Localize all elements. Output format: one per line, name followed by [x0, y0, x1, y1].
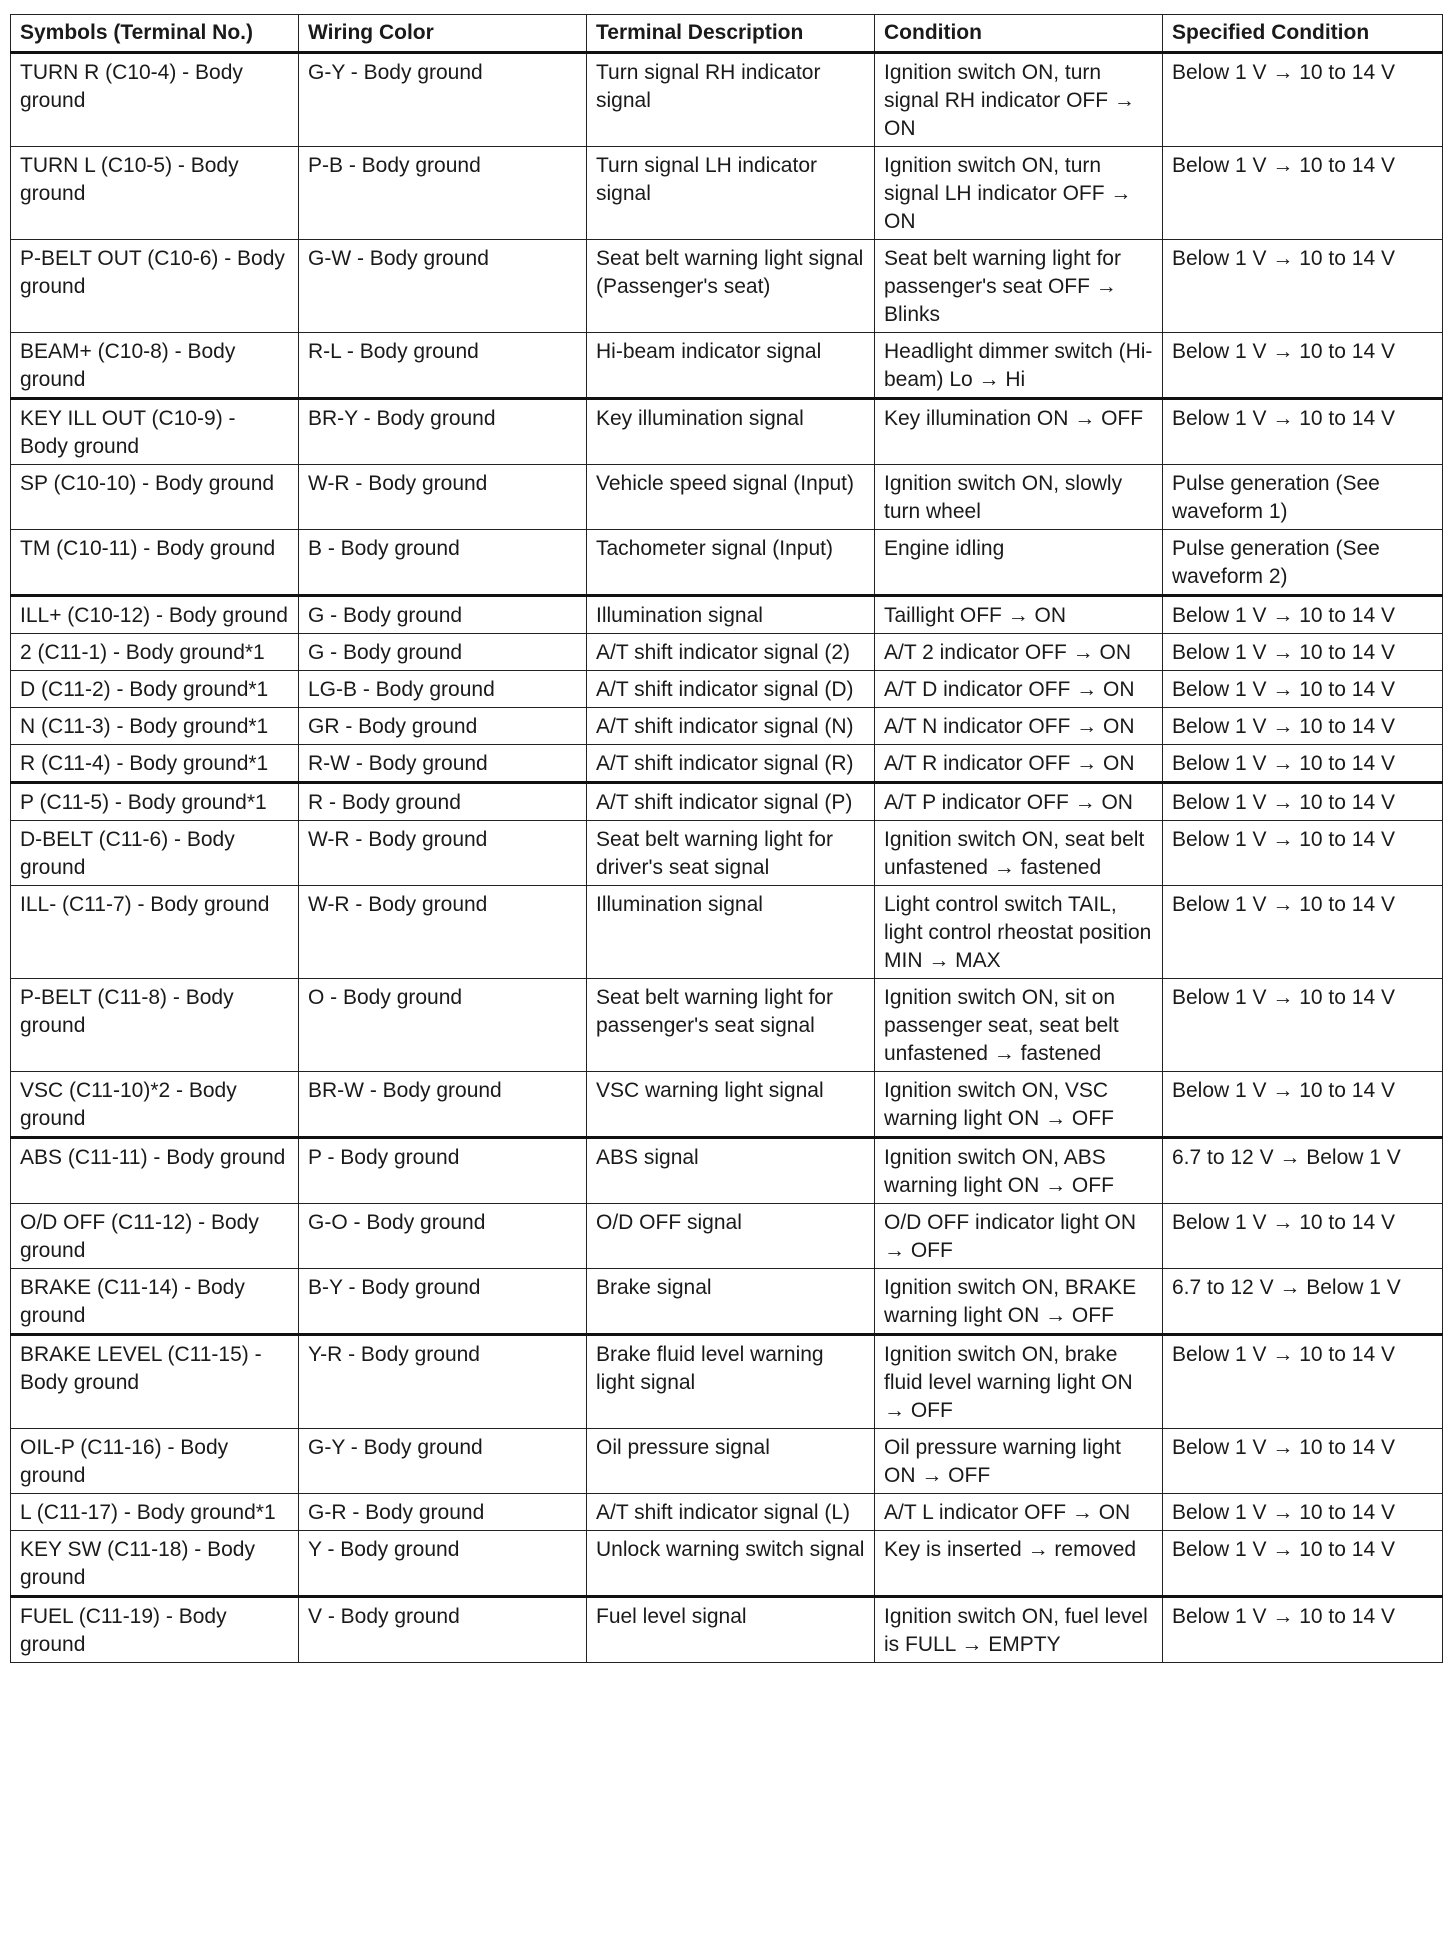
cell-terminal-description: A/T shift indicator signal (N) — [587, 708, 875, 745]
cell-wiring-color: O - Body ground — [299, 979, 587, 1072]
cell-symbol: D-BELT (C11-6) - Body ground — [11, 821, 299, 886]
cell-terminal-description: A/T shift indicator signal (P) — [587, 783, 875, 821]
cell-specified-condition: Below 1 V → 10 to 14 V — [1163, 1429, 1443, 1494]
cell-condition: Ignition switch ON, turn signal LH indicator OFF → ON — [875, 147, 1163, 240]
cell-condition: Ignition switch ON, slowly turn wheel — [875, 465, 1163, 530]
cell-symbol: BEAM+ (C10-8) - Body ground — [11, 333, 299, 399]
cell-condition: A/T D indicator OFF → ON — [875, 671, 1163, 708]
table-row — [11, 886, 1443, 979]
cell-terminal-description: O/D OFF signal — [587, 1204, 875, 1269]
cell-symbol: 2 (C11-1) - Body ground*1 — [11, 634, 299, 671]
cell-condition: Oil pressure warning light ON → OFF — [875, 1429, 1163, 1494]
cell-terminal-description: Seat belt warning light for driver's seat signal — [587, 821, 875, 886]
cell-terminal-description: Hi-beam indicator signal — [587, 333, 875, 399]
table-row — [11, 979, 1443, 1072]
cell-specified-condition: Pulse generation (See waveform 2) — [1163, 530, 1443, 596]
table-row — [11, 783, 1443, 821]
cell-specified-condition: Below 1 V → 10 to 14 V — [1163, 783, 1443, 821]
cell-specified-condition: Below 1 V → 10 to 14 V — [1163, 1204, 1443, 1269]
header-terminal-description: Terminal Description — [587, 15, 875, 53]
cell-terminal-description: Seat belt warning light for passenger's seat signal — [587, 979, 875, 1072]
terminal-inspection-table — [10, 14, 1443, 1663]
cell-symbol: BRAKE (C11-14) - Body ground — [11, 1269, 299, 1335]
cell-wiring-color: P - Body ground — [299, 1138, 587, 1204]
cell-wiring-color: BR-W - Body ground — [299, 1072, 587, 1138]
cell-terminal-description: Vehicle speed signal (Input) — [587, 465, 875, 530]
cell-wiring-color: R-L - Body ground — [299, 333, 587, 399]
cell-condition: Ignition switch ON, VSC warning light ON → OFF — [875, 1072, 1163, 1138]
table-row — [11, 1269, 1443, 1335]
cell-terminal-description: Tachometer signal (Input) — [587, 530, 875, 596]
cell-specified-condition: Below 1 V → 10 to 14 V — [1163, 1597, 1443, 1663]
cell-symbol: VSC (C11-10)*2 - Body ground — [11, 1072, 299, 1138]
table-row — [11, 1138, 1443, 1204]
cell-symbol: P-BELT (C11-8) - Body ground — [11, 979, 299, 1072]
cell-specified-condition: Below 1 V → 10 to 14 V — [1163, 333, 1443, 399]
cell-specified-condition: Below 1 V → 10 to 14 V — [1163, 1072, 1443, 1138]
cell-specified-condition: Below 1 V → 10 to 14 V — [1163, 1531, 1443, 1597]
cell-condition: A/T L indicator OFF → ON — [875, 1494, 1163, 1531]
cell-condition: Key illumination ON → OFF — [875, 399, 1163, 465]
cell-terminal-description: A/T shift indicator signal (2) — [587, 634, 875, 671]
table-row — [11, 1335, 1443, 1429]
cell-terminal-description: Brake signal — [587, 1269, 875, 1335]
cell-terminal-description: Brake fluid level warning light signal — [587, 1335, 875, 1429]
cell-terminal-description: Fuel level signal — [587, 1597, 875, 1663]
cell-wiring-color: B-Y - Body ground — [299, 1269, 587, 1335]
cell-wiring-color: G-Y - Body ground — [299, 53, 587, 147]
cell-specified-condition: Below 1 V → 10 to 14 V — [1163, 53, 1443, 147]
table-row — [11, 708, 1443, 745]
cell-condition: A/T R indicator OFF → ON — [875, 745, 1163, 783]
cell-wiring-color: G - Body ground — [299, 634, 587, 671]
cell-condition: Ignition switch ON, fuel level is FULL → EMPTY — [875, 1597, 1163, 1663]
cell-symbol: ILL- (C11-7) - Body ground — [11, 886, 299, 979]
cell-wiring-color: B - Body ground — [299, 530, 587, 596]
cell-terminal-description: ABS signal — [587, 1138, 875, 1204]
header-wiring-color: Wiring Color — [299, 15, 587, 53]
cell-wiring-color: W-R - Body ground — [299, 886, 587, 979]
table-row — [11, 399, 1443, 465]
cell-specified-condition: Below 1 V → 10 to 14 V — [1163, 979, 1443, 1072]
cell-wiring-color: R - Body ground — [299, 783, 587, 821]
cell-wiring-color: P-B - Body ground — [299, 147, 587, 240]
cell-terminal-description: A/T shift indicator signal (R) — [587, 745, 875, 783]
cell-symbol: KEY SW (C11-18) - Body ground — [11, 1531, 299, 1597]
cell-specified-condition: Below 1 V → 10 to 14 V — [1163, 886, 1443, 979]
cell-symbol: BRAKE LEVEL (C11-15) - Body ground — [11, 1335, 299, 1429]
cell-condition: Taillight OFF → ON — [875, 596, 1163, 634]
cell-condition: A/T P indicator OFF → ON — [875, 783, 1163, 821]
cell-symbol: KEY ILL OUT (C10-9) - Body ground — [11, 399, 299, 465]
cell-symbol: D (C11-2) - Body ground*1 — [11, 671, 299, 708]
cell-wiring-color: G-W - Body ground — [299, 240, 587, 333]
table-row — [11, 745, 1443, 783]
cell-terminal-description: Turn signal LH indicator signal — [587, 147, 875, 240]
cell-terminal-description: Seat belt warning light signal (Passenger's seat) — [587, 240, 875, 333]
cell-symbol: SP (C10-10) - Body ground — [11, 465, 299, 530]
header-specified-condition: Specified Condition — [1163, 15, 1443, 53]
cell-symbol: FUEL (C11-19) - Body ground — [11, 1597, 299, 1663]
table-row — [11, 1204, 1443, 1269]
cell-condition: Seat belt warning light for passenger's seat OFF → Blinks — [875, 240, 1163, 333]
table-row — [11, 596, 1443, 634]
cell-wiring-color: W-R - Body ground — [299, 821, 587, 886]
cell-wiring-color: R-W - Body ground — [299, 745, 587, 783]
cell-terminal-description: Turn signal RH indicator signal — [587, 53, 875, 147]
table-row — [11, 333, 1443, 399]
table-row — [11, 1494, 1443, 1531]
cell-specified-condition: Below 1 V → 10 to 14 V — [1163, 240, 1443, 333]
cell-specified-condition: 6.7 to 12 V → Below 1 V — [1163, 1138, 1443, 1204]
header-condition: Condition — [875, 15, 1163, 53]
table-body — [11, 53, 1443, 1663]
cell-specified-condition: Below 1 V → 10 to 14 V — [1163, 708, 1443, 745]
cell-condition: Light control switch TAIL, light control rheostat position MIN → MAX — [875, 886, 1163, 979]
cell-wiring-color: LG-B - Body ground — [299, 671, 587, 708]
cell-terminal-description: VSC warning light signal — [587, 1072, 875, 1138]
table-row — [11, 147, 1443, 240]
table-row — [11, 634, 1443, 671]
cell-symbol: N (C11-3) - Body ground*1 — [11, 708, 299, 745]
cell-specified-condition: Below 1 V → 10 to 14 V — [1163, 745, 1443, 783]
cell-specified-condition: Below 1 V → 10 to 14 V — [1163, 1335, 1443, 1429]
cell-condition: Engine idling — [875, 530, 1163, 596]
table-row — [11, 1531, 1443, 1597]
header-symbols: Symbols (Terminal No.) — [11, 15, 299, 53]
cell-symbol: P (C11-5) - Body ground*1 — [11, 783, 299, 821]
cell-specified-condition: Below 1 V → 10 to 14 V — [1163, 671, 1443, 708]
header-row — [11, 15, 1443, 53]
table-row — [11, 821, 1443, 886]
cell-terminal-description: A/T shift indicator signal (L) — [587, 1494, 875, 1531]
cell-specified-condition: Below 1 V → 10 to 14 V — [1163, 1494, 1443, 1531]
cell-condition: Key is inserted → removed — [875, 1531, 1163, 1597]
cell-wiring-color: Y - Body ground — [299, 1531, 587, 1597]
cell-symbol: ILL+ (C10-12) - Body ground — [11, 596, 299, 634]
cell-symbol: TM (C10-11) - Body ground — [11, 530, 299, 596]
table-row — [11, 1429, 1443, 1494]
cell-wiring-color: W-R - Body ground — [299, 465, 587, 530]
cell-condition: A/T N indicator OFF → ON — [875, 708, 1163, 745]
cell-condition: Ignition switch ON, ABS warning light ON → OFF — [875, 1138, 1163, 1204]
cell-condition: A/T 2 indicator OFF → ON — [875, 634, 1163, 671]
cell-condition: Ignition switch ON, sit on passenger seat, seat belt unfastened → fastened — [875, 979, 1163, 1072]
cell-wiring-color: G - Body ground — [299, 596, 587, 634]
cell-condition: Ignition switch ON, turn signal RH indicator OFF → ON — [875, 53, 1163, 147]
cell-wiring-color: Y-R - Body ground — [299, 1335, 587, 1429]
cell-symbol: O/D OFF (C11-12) - Body ground — [11, 1204, 299, 1269]
cell-symbol: P-BELT OUT (C10-6) - Body ground — [11, 240, 299, 333]
cell-symbol: TURN R (C10-4) - Body ground — [11, 53, 299, 147]
table-row — [11, 671, 1443, 708]
table-row — [11, 240, 1443, 333]
cell-specified-condition: Below 1 V → 10 to 14 V — [1163, 596, 1443, 634]
cell-condition: Ignition switch ON, brake fluid level warning light ON → OFF — [875, 1335, 1163, 1429]
cell-terminal-description: Unlock warning switch signal — [587, 1531, 875, 1597]
cell-condition: O/D OFF indicator light ON → OFF — [875, 1204, 1163, 1269]
table-row — [11, 1072, 1443, 1138]
cell-terminal-description: Illumination signal — [587, 596, 875, 634]
table-row — [11, 465, 1443, 530]
cell-terminal-description: Illumination signal — [587, 886, 875, 979]
cell-wiring-color: G-Y - Body ground — [299, 1429, 587, 1494]
cell-wiring-color: V - Body ground — [299, 1597, 587, 1663]
cell-symbol: TURN L (C10-5) - Body ground — [11, 147, 299, 240]
cell-terminal-description: A/T shift indicator signal (D) — [587, 671, 875, 708]
cell-specified-condition: 6.7 to 12 V → Below 1 V — [1163, 1269, 1443, 1335]
cell-symbol: ABS (C11-11) - Body ground — [11, 1138, 299, 1204]
cell-symbol: L (C11-17) - Body ground*1 — [11, 1494, 299, 1531]
cell-wiring-color: GR - Body ground — [299, 708, 587, 745]
cell-terminal-description: Oil pressure signal — [587, 1429, 875, 1494]
cell-wiring-color: G-R - Body ground — [299, 1494, 587, 1531]
cell-wiring-color: BR-Y - Body ground — [299, 399, 587, 465]
cell-specified-condition: Below 1 V → 10 to 14 V — [1163, 399, 1443, 465]
cell-condition: Ignition switch ON, seat belt unfastened → fastened — [875, 821, 1163, 886]
cell-wiring-color: G-O - Body ground — [299, 1204, 587, 1269]
cell-specified-condition: Below 1 V → 10 to 14 V — [1163, 147, 1443, 240]
table-row — [11, 530, 1443, 596]
cell-symbol: R (C11-4) - Body ground*1 — [11, 745, 299, 783]
cell-specified-condition: Pulse generation (See waveform 1) — [1163, 465, 1443, 530]
table-row — [11, 53, 1443, 147]
cell-condition: Ignition switch ON, BRAKE warning light ON → OFF — [875, 1269, 1163, 1335]
cell-specified-condition: Below 1 V → 10 to 14 V — [1163, 821, 1443, 886]
cell-terminal-description: Key illumination signal — [587, 399, 875, 465]
cell-condition: Headlight dimmer switch (Hi-beam) Lo → Hi — [875, 333, 1163, 399]
cell-specified-condition: Below 1 V → 10 to 14 V — [1163, 634, 1443, 671]
cell-symbol: OIL-P (C11-16) - Body ground — [11, 1429, 299, 1494]
table-row — [11, 1597, 1443, 1663]
